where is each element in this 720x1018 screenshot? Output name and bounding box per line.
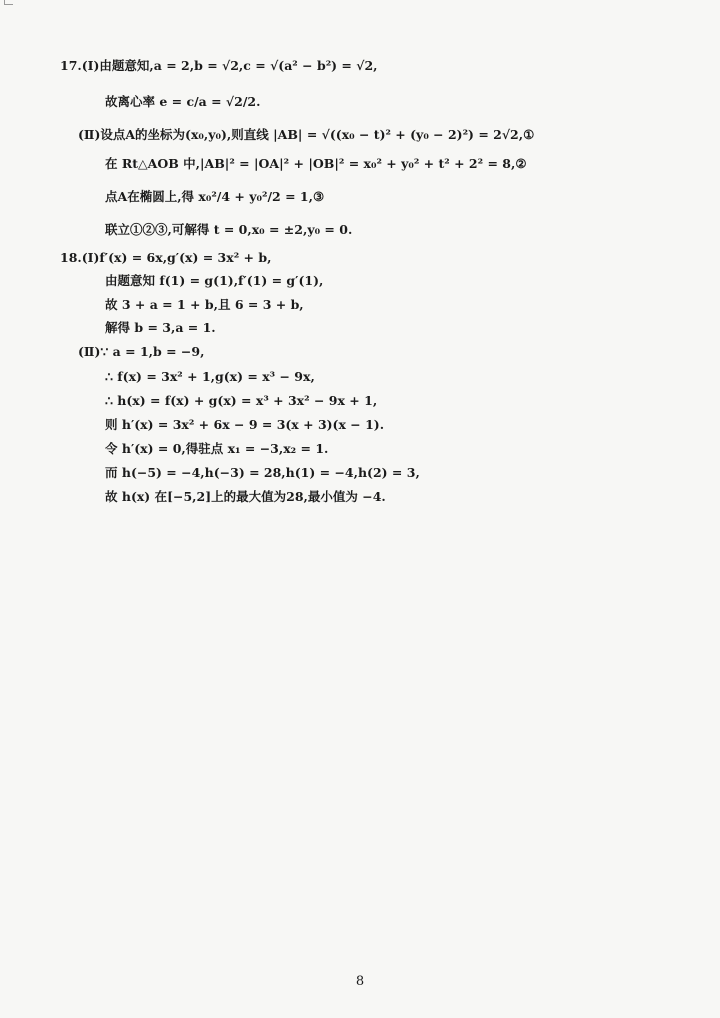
p18-part2-line4: 则 h′(x) = 3x² + 6x − 9 = 3(x + 3)(x − 1). [105,417,385,432]
p18-part1-line4: 解得 b = 3,a = 1. [105,320,216,335]
p18-part2-line1: (Ⅱ)∵ a = 1,b = −9, [78,344,205,359]
p17-part1-line2: 故离心率 e = c/a = √2/2. [105,94,261,109]
p17-part2-line1: (Ⅱ)设点A的坐标为(x₀,y₀),则直线 |AB| = √((x₀ − t)² + (y₀ − 2)²) = 2√2,① [78,127,535,142]
p18-part2-line5: 令 h′(x) = 0,得驻点 x₁ = −3,x₂ = 1. [105,441,329,456]
p17-part1-line1: 17.(Ⅰ)由题意知,a = 2,b = √2,c = √(a² − b²) = √2, [60,58,378,73]
p18-part2-line7: 故 h(x) 在[−5,2]上的最大值为28,最小值为 −4. [105,489,386,504]
page-number: 8 [355,974,365,989]
p18-part2-line2: ∴ f(x) = 3x² + 1,g(x) = x³ − 9x, [105,369,315,384]
scan-corner-mark [4,0,13,5]
p17-part2-line4: 联立①②③,可解得 t = 0,x₀ = ±2,y₀ = 0. [105,222,353,237]
p18-part2-line6: 而 h(−5) = −4,h(−3) = 28,h(1) = −4,h(2) = 3, [105,465,420,480]
p18-part1-line3: 故 3 + a = 1 + b,且 6 = 3 + b, [105,297,304,312]
p18-part2-line3: ∴ h(x) = f(x) + g(x) = x³ + 3x² − 9x + 1, [105,393,378,408]
p17-part2-line2: 在 Rt△AOB 中,|AB|² = |OA|² + |OB|² = x₀² + y₀² + t² + 2² = 8,② [105,156,527,171]
p18-part1-line1: 18.(Ⅰ)f′(x) = 6x,g′(x) = 3x² + b, [60,250,272,265]
p18-part1-line2: 由题意知 f(1) = g(1),f′(1) = g′(1), [105,273,324,288]
p17-part2-line3: 点A在椭圆上,得 x₀²/4 + y₀²/2 = 1,③ [105,189,325,204]
